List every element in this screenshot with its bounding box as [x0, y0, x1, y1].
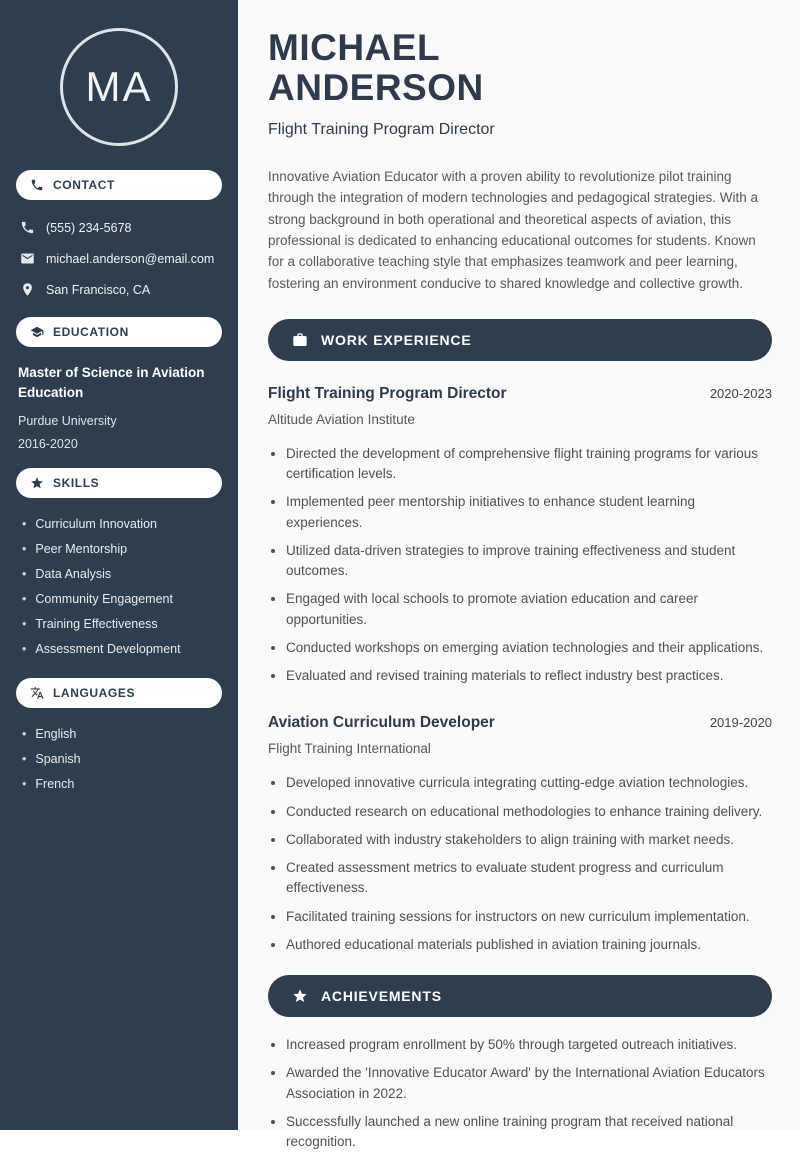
main-content [238, 0, 800, 1150]
location-pin-icon [20, 282, 35, 297]
skills-heading: SKILLS [53, 475, 100, 490]
achievements-list [286, 1031, 772, 1156]
work-experience-heading-pill [268, 319, 772, 361]
phone-icon [30, 178, 44, 192]
job-header [268, 714, 772, 732]
job-bullet-list [286, 769, 772, 959]
skills-section [16, 468, 222, 666]
job-dates: 2019-2020 [709, 715, 772, 731]
languages-heading-pill [16, 678, 222, 708]
job-bullet: • Engaged with local schools to promote aviation education and career opportunities. [286, 585, 772, 634]
skill-item: • Assessment Development [22, 637, 220, 662]
education-degree: Master of Science in Aviation Education [18, 365, 205, 400]
skill-item: • Peer Mentorship [22, 537, 220, 562]
job-bullet: • Evaluated and revised training materials to reflect industry best practices. [286, 662, 772, 690]
star-icon [30, 476, 44, 490]
contact-location-row [16, 274, 222, 305]
achievement-item: • Successfully launched a new online training program that received national recognition. [286, 1108, 772, 1156]
skill-item: • Training Effectiveness [22, 612, 220, 637]
education-heading-pill [16, 317, 222, 347]
profile-job-title: Flight Training Program Director [268, 120, 495, 138]
skill-item: • Curriculum Innovation [22, 512, 220, 537]
avatar [60, 28, 178, 146]
job-title: Aviation Curriculum Developer [268, 714, 495, 732]
education-years: 2016-2020 [18, 436, 78, 451]
job-bullet: • Implemented peer mentorship initiatives to enhance student learning experiences. [286, 488, 772, 537]
job-company: Altitude Aviation Institute [268, 411, 415, 427]
job-bullet: • Collaborated with industry stakeholders to align training with market needs. [286, 826, 772, 854]
language-item: • Spanish [22, 747, 220, 772]
languages-list [16, 720, 222, 801]
avatar-wrap [16, 28, 222, 146]
last-name: ANDERSON [268, 66, 484, 108]
languages-heading: LANGUAGES [53, 685, 136, 700]
contact-email-row [16, 243, 222, 274]
job-bullet-list [286, 440, 772, 691]
mail-icon [20, 251, 35, 266]
avatar-initials: MA [85, 63, 153, 110]
language-item: • English [22, 722, 220, 747]
job-bullet: • Authored educational materials published in aviation training journals. [286, 931, 772, 959]
skills-list [16, 510, 222, 666]
job-header [268, 385, 772, 403]
job-company: Flight Training International [268, 741, 431, 757]
job-bullet: • Developed innovative curricula integrating cutting-edge aviation technologies. [286, 769, 772, 797]
job-bullet: • Conducted workshops on emerging aviation technologies and their applications. [286, 634, 772, 662]
education-school: Purdue University [18, 414, 117, 429]
contact-email: michael.anderson@email.com [46, 251, 215, 266]
contact-heading: CONTACT [53, 178, 115, 192]
contact-phone-row [16, 212, 222, 243]
job-bullet: • Directed the development of comprehensive flight training programs for various certification levels. [286, 440, 772, 489]
contact-phone: (555) 234-5678 [46, 220, 132, 235]
work-experience-heading: WORK EXPERIENCE [321, 331, 472, 348]
education-section [16, 317, 222, 456]
page-title [268, 28, 772, 108]
job-bullet: • Conducted research on educational methodologies to enhance training delivery. [286, 798, 772, 826]
contact-location: San Francisco, CA [46, 282, 151, 297]
contact-heading-pill [16, 170, 222, 200]
achievements-heading: ACHIEVEMENTS [321, 988, 442, 1005]
skills-heading-pill [16, 468, 222, 498]
job-dates: 2020-2023 [709, 385, 772, 401]
achievement-item: • Increased program enrollment by 50% through targeted outreach initiatives. [286, 1031, 772, 1059]
languages-section [16, 678, 222, 801]
language-item: • French [22, 772, 220, 797]
star-icon [292, 988, 308, 1004]
first-name: MICHAEL [268, 27, 441, 68]
job-bullet: • Created assessment metrics to evaluate student progress and curriculum effectiveness. [286, 854, 772, 903]
contact-section [16, 170, 222, 305]
job-bullet: • Facilitated training sessions for instructors on new curriculum implementation. [286, 903, 772, 931]
translate-icon [30, 686, 44, 700]
achievements-heading-pill [268, 975, 772, 1017]
graduation-cap-icon [30, 325, 44, 339]
work-experience-entry [268, 385, 772, 691]
work-experience-entry [268, 714, 772, 959]
skill-item: • Data Analysis [22, 562, 220, 587]
job-title: Flight Training Program Director [268, 384, 507, 402]
profile-summary: Innovative Aviation Educator with a proven ability to revolutionize pilot training through the integration of modern technologies and pedagogical strategies. With a strong background in both operational and theoretical aspects of aviation, this professional is dedicated to enhancing educational outcomes for students. Known for a collaborative teaching style that emphasizes teamwork and peer learning, fostering an environment conducive to shared knowledge and collective growth. [268, 168, 759, 291]
job-bullet: • Utilized data-driven strategies to improve training effectiveness and student outcomes. [286, 537, 772, 586]
sidebar [0, 0, 238, 1130]
briefcase-icon [292, 332, 308, 348]
achievement-item: • Awarded the 'Innovative Educator Award' by the International Aviation Educators Association in 2022. [286, 1059, 772, 1108]
skill-item: • Community Engagement [22, 587, 220, 612]
phone-icon [20, 220, 35, 235]
education-heading: EDUCATION [53, 325, 129, 339]
